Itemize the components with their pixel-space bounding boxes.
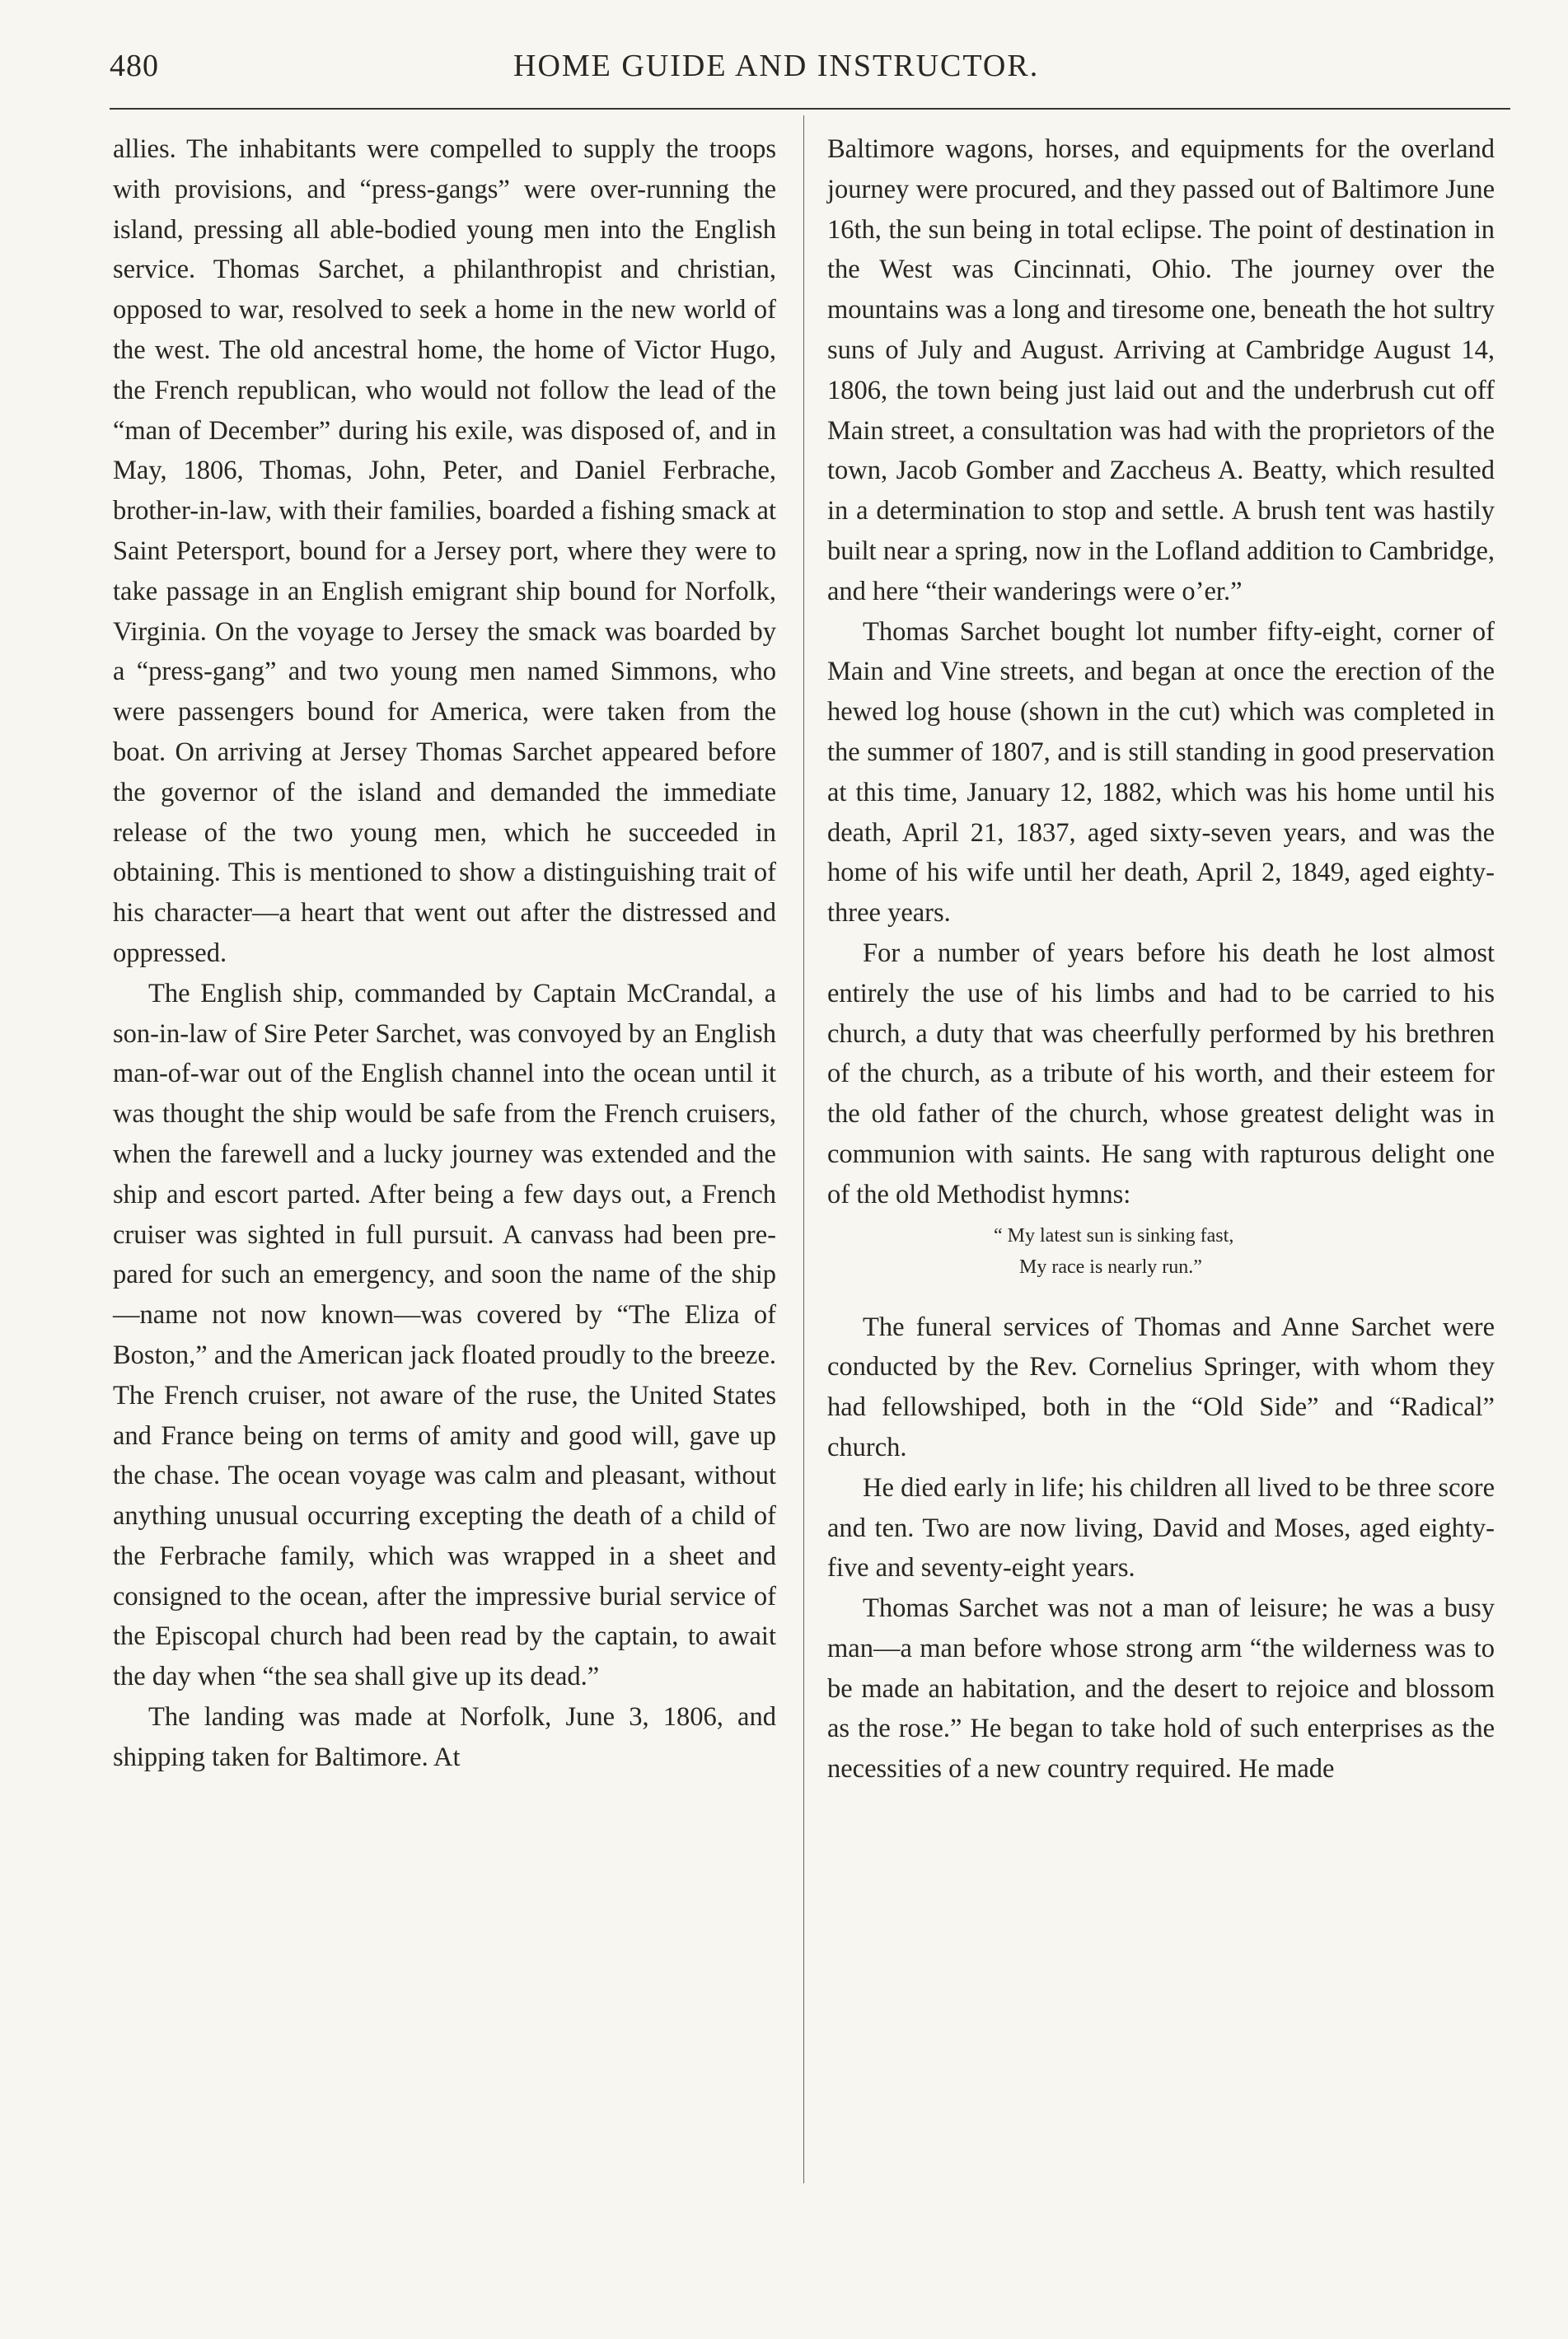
page-header <box>110 43 1510 92</box>
paragraph: For a number of years before his death he lost almost entirely the use of his limbs and had to be carried to his church, a duty that was cheerfully performed by his brethren of the church, as a tribute of his worth, and their esteem for the old father of the church, whose greatest delight was in communion with saints. He sang with rapturous delight one of the old Methodist hymns: <box>827 938 1495 1209</box>
paragraph: Baltimore wagons, horses, and equipments for the overland journey were procured, and they passed out of Baltimore June 16th, the sun being in total eclipse. The point of destination in the West was Cincinnati, Ohio. The journey over the mountains was a long and tiresome one, beneath the hot sultry suns of July and August. Arriving at Cambridge August 14, 1806, the town being just laid out and the underbrush cut off Main street, a consultation was had with the proprietors of the town, Jacob Gomber and Zaccheus A. Beatty, which resulted in a determination to stop and settle. A brush tent was hastily built near a spring, now in the Lofland addition to Cambridge, and here “their wanderings were o’er.” <box>827 134 1495 606</box>
paragraph: Thomas Sarchet bought lot number fifty-eight, corner of Main and Vine streets, and began at once the erection of the hewed log house (shown in the cut) which was completed in the summer of 1807, and is still standing in good preservation at this time, January 12, 1882, which was his home until his death, April 21, 1837, aged sixty-seven years, and was the home of his wife until her death, April 2, 1849, aged eighty-three years. <box>827 616 1495 929</box>
paragraph: Thomas Sarchet was not a man of leisure; he was a busy man—a man before whose strong arm “the wilderness was to be made an habitation, and the desert to rejoice and blossom as the rose.” He began to take hold of such enterprises as the necessities of a new country required. He made <box>827 1593 1495 1785</box>
hymn-line: My race is nearly run.” <box>1019 1256 1202 1278</box>
header-rule <box>110 108 1510 110</box>
paragraph: He died early in life; his children all lived to be three score and ten. Two are now living, David and Moses, aged eighty-five and seventy-eight years. <box>827 1472 1495 1584</box>
column-divider <box>803 115 804 2183</box>
right-column <box>827 129 1495 1789</box>
paragraph: The landing was made at Norfolk, June 3, 1806, and shipping taken for Baltimore. At <box>113 1702 776 1772</box>
page-number: 480 <box>110 49 159 83</box>
paragraph: allies. The inhabitants were compelled to supply the troops with provisions, and “press-gangs” were over-running the island, pressing all able-bodied young men into the English service. Thomas Sarchet, a philanthropist and christian, opposed to war, resolved to seek a home in the new world of the west. The old ancestral home, the home of Victor Hugo, the French republican, who would not follow the lead of the “man of December” during his exile, was disposed of, and in May, 1806, Thomas, John, Peter, and Daniel Ferbrache, brother-in-law, with their families, boarded a fishing smack at Saint Petersport, bound for a Jersey port, where they were to take passage in an English emigrant ship bound for Norfolk, Virginia. On the voyage to Jersey the smack was boarded by a “press-gang” and two young men named Simmons, who were passengers bound for America, were taken from the boat. On arriving at Jersey Thomas Sarchet appeared before the governor of the island and demanded the immediate release of the two young men, which he succeeded in obtaining. This is mentioned to show a distinguishing trait of his character—a heart that went out after the distressed and oppressed. <box>113 134 776 968</box>
left-column <box>113 129 776 1778</box>
hymn-line: “ My latest sun is sinking fast, <box>994 1224 1234 1247</box>
paragraph: The funeral services of Thomas and Anne Sarchet were conducted by the Rev. Cornelius Springer, with whom they had fellowshiped, both in the “Old Side” and “Radical” church. <box>827 1312 1495 1462</box>
paragraph: The English ship, commanded by Captain McCrandal, a son-in-law of Sire Peter Sarchet, was convoyed by an English man-of-war out of the English channel into the ocean until it was thought the ship would be safe from the French cruisers, when the farewell and a lucky journey was extended and the ship and escort parted. After being a few days out, a French cruiser was sighted in full pursuit. A canvass had been prepared for such an emergency, and soon the name of the ship—name not now known—was covered by “The Eliza of Boston,” and the American jack floated proudly to the breeze. The French cruiser, not aware of the ruse, the United States and France being on terms of amity and good will, gave up the chase. The ocean voyage was calm and pleasant, without anything unusual occurring excepting the death of a child of the Ferbrache family, which was wrapped in a sheet and consigned to the ocean, after the impressive burial service of the Episcopal church had been read by the captain, to await the day when “the sea shall give up its dead.” <box>113 978 776 1692</box>
running-title: HOME GUIDE AND INSTRUCTOR. <box>513 49 1040 83</box>
hymn-quote <box>827 1220 1495 1283</box>
